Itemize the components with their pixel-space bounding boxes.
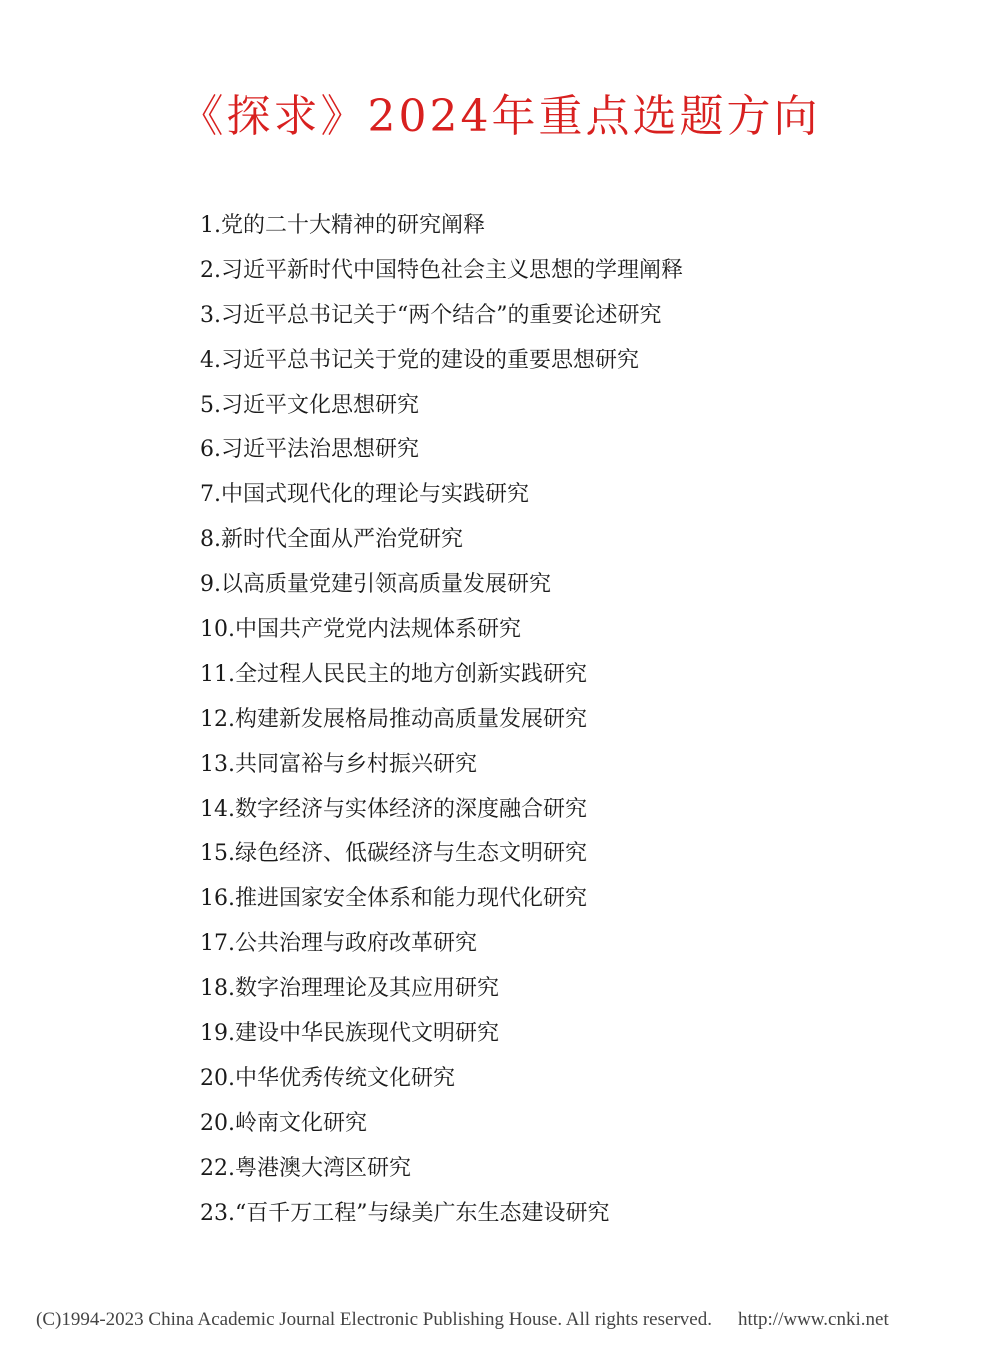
list-item: 9.以高质量党建引领高质量发展研究 xyxy=(200,572,551,598)
list-item: 20.岭南文化研究 xyxy=(200,1110,367,1136)
list-item: 5.习近平文化思想研究 xyxy=(200,392,419,418)
copyright-footer xyxy=(36,1307,966,1333)
list-item: 13.共同富裕与乡村振兴研究 xyxy=(200,751,477,777)
copyright-text: (C)1994-2023 China Academic Journal Electronic Publishing House. All rights reserved. xyxy=(36,1309,712,1330)
list-item: 10.中国共产党党内法规体系研究 xyxy=(200,617,521,643)
list-item: 2.习近平新时代中国特色社会主义思想的学理阐释 xyxy=(200,257,683,283)
list-item: 1.党的二十大精神的研究阐释 xyxy=(200,213,485,238)
list-item: 8.新时代全面从严治党研究 xyxy=(200,527,463,553)
footer-link[interactable]: http://www.cnki.net xyxy=(737,1309,889,1330)
list-item: 6.习近平法治思想研究 xyxy=(200,437,419,463)
list-item: 23.“百千万工程”与绿美广东生态建设研究 xyxy=(200,1200,610,1226)
list-item: 14.数字经济与实体经济的深度融合研究 xyxy=(200,796,587,822)
list-item: 12.构建新发展格局推动高质量发展研究 xyxy=(200,706,587,732)
list-item: 15.绿色经济、低碳经济与生态文明研究 xyxy=(200,841,587,867)
list-item: 7.中国式现代化的理论与实践研究 xyxy=(200,482,529,508)
list-item: 22.粤港澳大湾区研究 xyxy=(200,1155,411,1181)
list-item: 4.习近平总书记关于党的建设的重要思想研究 xyxy=(200,347,639,373)
list-item: 20.中华优秀传统文化研究 xyxy=(200,1065,455,1091)
list-item: 19.建设中华民族现代文明研究 xyxy=(200,1021,499,1047)
topic-list xyxy=(200,204,683,1236)
list-item: 18.数字治理理论及其应用研究 xyxy=(200,976,499,1002)
list-item: 11.全过程人民民主的地方创新实践研究 xyxy=(200,661,587,687)
page-title: 《探求》2024年重点选题方向 xyxy=(179,91,821,142)
list-item: 16.推进国家安全体系和能力现代化研究 xyxy=(200,886,587,912)
list-item: 3.习近平总书记关于“两个结合”的重要论述研究 xyxy=(200,302,662,328)
list-item: 17.公共治理与政府改革研究 xyxy=(200,931,477,957)
